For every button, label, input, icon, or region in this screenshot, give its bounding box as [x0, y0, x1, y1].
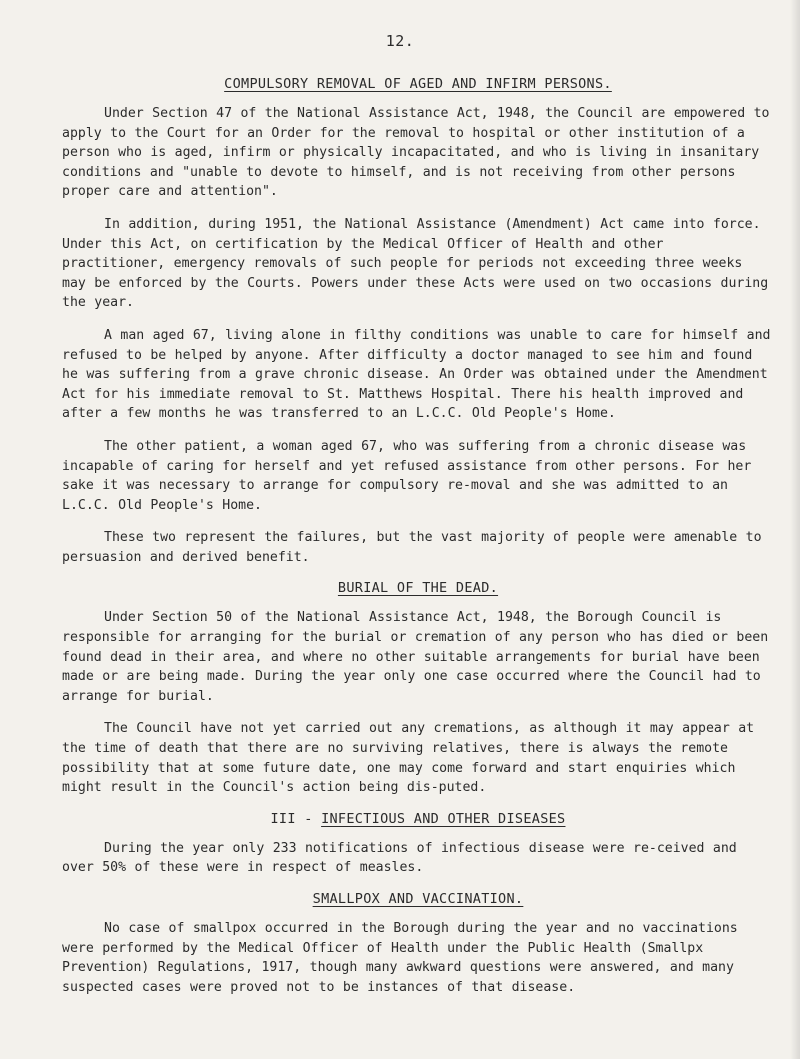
paragraph: Under Section 47 of the National Assistance Act, 1948, the Council are empowered to apply to the Court for an Order for the removal to hospital or other institution of a person who is aged, infirm or physically incapacitated, and who is living in insanitary conditions and "unable to devote to himself, and is not receiving from other persons proper care and attention". [62, 106, 770, 200]
heading-infectious-diseases [62, 811, 774, 827]
section-number: III - [270, 810, 322, 827]
document-body [62, 76, 774, 1010]
section-infectious-diseases [62, 811, 774, 878]
paragraph: A man aged 67, living alone in filthy conditions was unable to care for himself and refused to be helped by anyone. After difficulty a doctor managed to see him and found he was suffering from a grave chronic disease. An Order was obtained under the Amendment Act for his immediate removal to St. Matthews Hospital. There his health improved and after a few months he was transferred to an L.C.C. Old People's Home. [62, 327, 771, 422]
heading-compulsory-removal: COMPULSORY REMOVAL OF AGED AND INFIRM PERSONS. [224, 76, 612, 92]
paragraph: The Council have not yet carried out any cremations, as although it may appear at the time of death that there are no surviving relatives, there is always the remote possibility that at some future date, one may come forward and start enquiries which might result in the Council's action being dis-puted. [62, 721, 755, 796]
paragraph: In addition, during 1951, the National Assistance (Amendment) Act came into force. Under this Act, on certification by the Medical Officer of Health and other practitioner, emergency removals of such people for periods not exceeding three weeks may be enforced by the Courts. Powers under these Acts were used on two occasions during the year. [62, 216, 769, 311]
paragraph: These two represent the failures, but the vast majority of people were amenable to persuasion and derived benefit. [62, 530, 762, 565]
section-burial-of-the-dead [62, 580, 774, 797]
heading-infectious-diseases-title: INFECTIOUS AND OTHER DISEASES [321, 810, 566, 827]
heading-burial-of-the-dead: BURIAL OF THE DEAD. [337, 580, 499, 597]
paragraph: The other patient, a woman aged 67, who was suffering from a chronic disease was incapable of caring for herself and yet refused assistance from other persons. For her sake it was necessary to arrange for compulsory re-moval and she was admitted to an L.C.C. Old People's Home. [62, 438, 752, 513]
heading-smallpox-vaccination: SMALLPOX AND VACCINATION. [312, 891, 524, 907]
section-smallpox-vaccination [62, 891, 774, 997]
paragraph: No case of smallpox occurred in the Borough during the year and no vaccinations were performed by the Medical Officer of Health under the Public Health (Smallpx Prevention) Regulations, 1917, though many awkward questions were answered, and many suspected cases were proved not to be instances of that disease. [62, 921, 738, 995]
page-edge-shadow [790, 0, 800, 1059]
paragraph: During the year only 233 notifications of infectious disease were re-ceived and over 50% of these were in respect of measles. [62, 840, 737, 876]
paragraph: Under Section 50 of the National Assistance Act, 1948, the Borough Council is responsible for arranging for the burial or cremation of any person who has died or been found dead in their area, and where no other suitable arrangements for burial have been made or are being made. During the year only one case occurred where the Council had to arrange for burial. [62, 610, 769, 704]
page-number: 12. [385, 32, 415, 50]
section-compulsory-removal [62, 76, 774, 567]
